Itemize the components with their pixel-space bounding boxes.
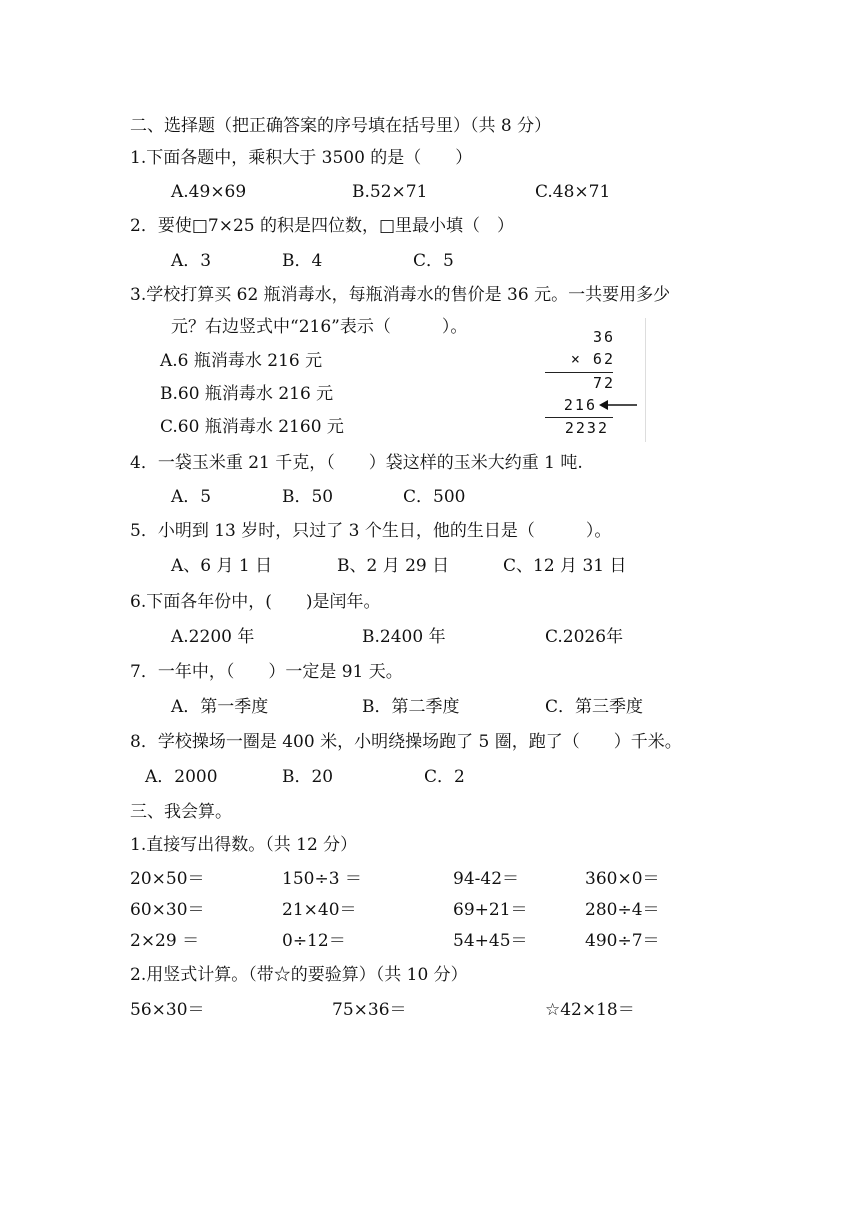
q6-option-b: B.2400 年 (362, 627, 446, 647)
calc-item: 360×0＝ (585, 869, 660, 889)
q4-option-a: A．5 (171, 487, 212, 507)
vertical-calculation-figure (533, 318, 646, 442)
calc-item: 2×29 ＝ (130, 931, 200, 951)
q2-option-b: B．4 (282, 251, 323, 271)
q5-text: 5．小明到 13 岁时，只过了 3 个生日，他的生日是（ ）。 (130, 521, 612, 541)
q1-option-b: B.52×71 (352, 182, 428, 202)
q8-option-c: C．2 (424, 767, 465, 787)
q8-option-a: A．2000 (145, 767, 218, 787)
q7-text: 7．一年中，（ ）一定是 91 天。 (130, 662, 403, 682)
q4-text: 4．一袋玉米重 21 千克，（ ）袋这样的玉米大约重 1 吨. (130, 453, 583, 473)
calc-row-multiplier: × 62 (570, 350, 615, 368)
q2-option-c: C．5 (413, 251, 454, 271)
q1-text: 1.下面各题中，乘积大于 3500 的是（ ） (130, 148, 473, 168)
q2-text: 2．要使□7×25 的积是四位数，□里最小填（ ） (130, 216, 515, 236)
q3-text-line1: 3.学校打算买 62 瓶消毒水，每瓶消毒水的售价是 36 元。一共要用多少 (130, 285, 671, 305)
q1-option-a: A.49×69 (171, 182, 247, 202)
section2-title: 二、选择题（把正确答案的序号填在括号里）（共 8 分） (130, 116, 552, 136)
calc-item: 20×50＝ (130, 869, 205, 889)
part1-title: 1.直接写出得数。（共 12 分） (130, 835, 358, 855)
q5-option-c: C、12 月 31 日 (503, 556, 627, 576)
calc-item: 21×40＝ (282, 900, 357, 920)
vertical-calc-item-with-check: ☆42×18＝ (545, 1000, 635, 1020)
calc-item: 150÷3 ＝ (282, 869, 362, 889)
q6-text: 6.下面各年份中，( )是闰年。 (130, 592, 381, 612)
q5-option-a: A、6 月 1 日 (171, 556, 273, 576)
calc-line-2 (545, 417, 613, 418)
vertical-calc-item: 56×30＝ (130, 1000, 205, 1020)
q5-option-b: B、2 月 29 日 (337, 556, 450, 576)
q4-option-b: B．50 (282, 487, 334, 507)
vertical-calc-item: 75×36＝ (332, 1000, 407, 1020)
q3-option-c: C.60 瓶消毒水 2160 元 (160, 417, 344, 437)
calc-row-product: 2232 (564, 419, 609, 437)
section3-title: 三、我会算。 (130, 802, 232, 822)
calc-item: 490÷7＝ (585, 931, 660, 951)
calc-line-1 (545, 372, 613, 373)
q7-option-c: C．第三季度 (545, 697, 644, 717)
q3-option-b: B.60 瓶消毒水 216 元 (160, 384, 334, 404)
part2-title: 2.用竖式计算。（带☆的要验算）（共 10 分） (130, 965, 468, 985)
q3-option-a: A.6 瓶消毒水 216 元 (160, 351, 323, 371)
calc-item: 54+45＝ (453, 931, 528, 951)
calc-row-multiplicand: 36 (592, 328, 615, 346)
calc-item: 60×30＝ (130, 900, 205, 920)
q2-option-a: A．3 (171, 251, 212, 271)
q6-option-c: C.2026年 (545, 627, 624, 647)
q7-option-a: A．第一季度 (171, 697, 269, 717)
calc-item: 280÷4＝ (585, 900, 660, 920)
calc-row-partial-1: 72 (592, 374, 615, 392)
calc-item: 69+21＝ (453, 900, 528, 920)
calc-row-partial-2: 216 (563, 396, 597, 414)
q4-option-c: C．500 (403, 487, 466, 507)
q8-option-b: B．20 (282, 767, 334, 787)
q7-option-b: B．第二季度 (362, 697, 460, 717)
calc-item: 94-42＝ (453, 869, 520, 889)
q8-text: 8．学校操场一圈是 400 米，小明绕操场跑了 5 圈，跑了（ ）千米。 (130, 732, 682, 752)
q6-option-a: A.2200 年 (171, 627, 255, 647)
q1-option-c: C.48×71 (535, 182, 611, 202)
arrow-left-icon (599, 398, 639, 412)
q3-text-line2: 元？右边竖式中“216”表示（ ）。 (171, 317, 468, 337)
calc-item: 0÷12＝ (282, 931, 346, 951)
